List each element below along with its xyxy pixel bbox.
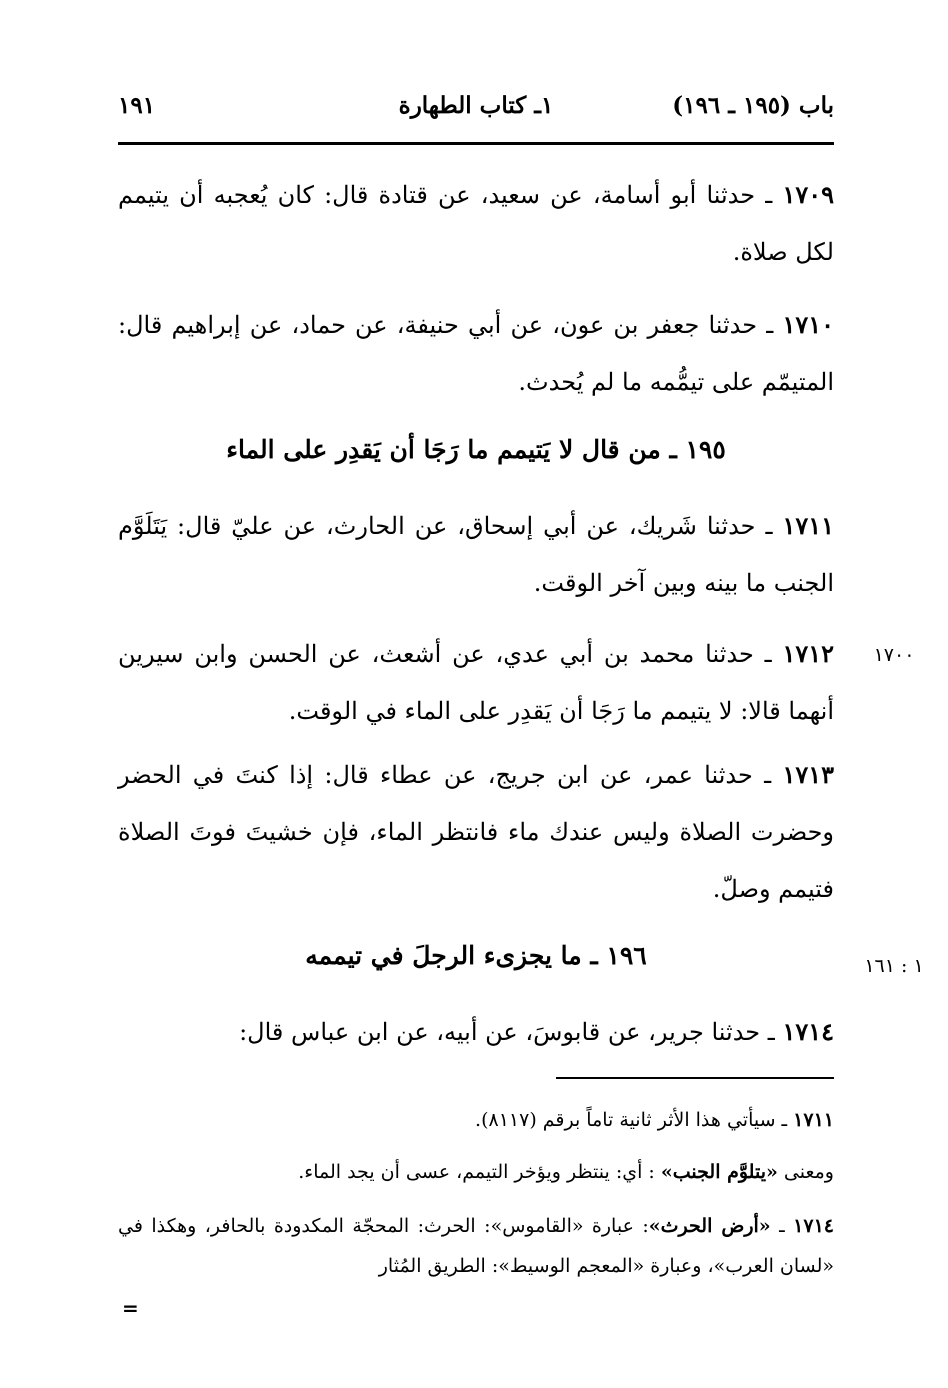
footnote-prefix: ـ xyxy=(770,1215,794,1237)
continuation-mark: = xyxy=(122,1296,139,1320)
footnote-1711-meaning xyxy=(118,1152,834,1192)
header-rule xyxy=(118,142,834,145)
footnote-term: «يتلوَّم الجنب» xyxy=(660,1161,778,1183)
footnote-text: : عبارة «القاموس»: الحرث: المحجّة المكدودة بالحافر، وهكذا في «لسان العرب»، وعبارة «المعجم الوسيط»: الطريق المُثار xyxy=(118,1215,834,1277)
section-title-196: ١٩٦ ـ ما يجزىء الرجلَ في تيممه xyxy=(305,941,647,970)
running-header xyxy=(118,92,834,132)
hadith-number: ١٧١٢ xyxy=(782,639,834,668)
hadith-1711 xyxy=(118,497,834,612)
hadith-number: ١٧١٤ xyxy=(782,1017,834,1046)
footnote-prefix: ومعنى xyxy=(777,1161,834,1183)
book-title: ١ـ كتاب الطهارة xyxy=(398,92,554,119)
hadith-1709 xyxy=(118,166,834,281)
hadith-1712 xyxy=(118,625,834,740)
footnote-term: «أرض الحرث» xyxy=(648,1215,771,1237)
chapter-range: باب (١٩٥ ـ ١٩٦) xyxy=(672,92,834,119)
footnote-text: ـ سيأتي هذا الأثر ثانية تاماً برقم (٨١١٧). xyxy=(475,1109,794,1131)
footnote-1711 xyxy=(118,1100,834,1140)
footnote-1714 xyxy=(118,1206,834,1286)
hadith-1713 xyxy=(118,746,834,918)
hadith-text: ـ حدثنا شَريك، عن أبي إسحاق، عن الحارث، عن عليّ قال: يَتَلَوَّم الجنب ما بينه وبين آخر الوقت. xyxy=(118,512,834,597)
hadith-text: ـ حدثنا عمر، عن ابن جريج، عن عطاء قال: إذا كنتَ في الحضر وحضرت الصلاة وليس عندك ماء فانتظر الماء، فإن خشيتَ فوتَ الصلاة فتيمم وصلّ. xyxy=(118,761,834,903)
footnote-number: ١٧١٤ xyxy=(793,1215,834,1237)
hadith-number: ١٧٠٩ xyxy=(782,180,834,209)
hadith-number: ١٧١٣ xyxy=(782,760,834,789)
page-number: ١٩١ xyxy=(118,92,156,119)
hadith-number: ١٧١٠ xyxy=(782,310,834,339)
hadith-text: ـ حدثنا جعفر بن عون، عن أبي حنيفة، عن حماد، عن إبراهيم قال: المتيمّم على تيمُّمه ما لم يُحدث. xyxy=(118,311,834,396)
section-title-195: ١٩٥ ـ من قال لا يَتيمم ما رَجَا أن يَقدِر على الماء xyxy=(226,435,726,464)
hadith-text: ـ حدثنا أبو أسامة، عن سعيد، عن قتادة قال: كان يُعجبه أن يتيمم لكل صلاة. xyxy=(118,181,834,266)
margin-note: ١ : ١٦١ xyxy=(864,955,924,977)
hadith-text: ـ حدثنا محمد بن أبي عدي، عن أشعث، عن الحسن وابن سيرين أنهما قالا: لا يتيمم ما رَجَا أن يَقدِر على الماء في الوقت. xyxy=(118,640,834,725)
footnote-number: ١٧١١ xyxy=(793,1109,834,1131)
margin-note: ١٧٠٠ xyxy=(873,644,915,666)
footnote-rule xyxy=(556,1077,834,1079)
hadith-number: ١٧١١ xyxy=(782,511,834,540)
hadith-1714 xyxy=(118,1003,834,1061)
hadith-text: ـ حدثنا جرير، عن قابوسَ، عن أبيه، عن ابن عباس قال: xyxy=(239,1018,783,1046)
footnote-text: : أي: ينتظر ويؤخر التيمم، عسى أن يجد الماء. xyxy=(298,1161,661,1183)
hadith-1710 xyxy=(118,296,834,411)
